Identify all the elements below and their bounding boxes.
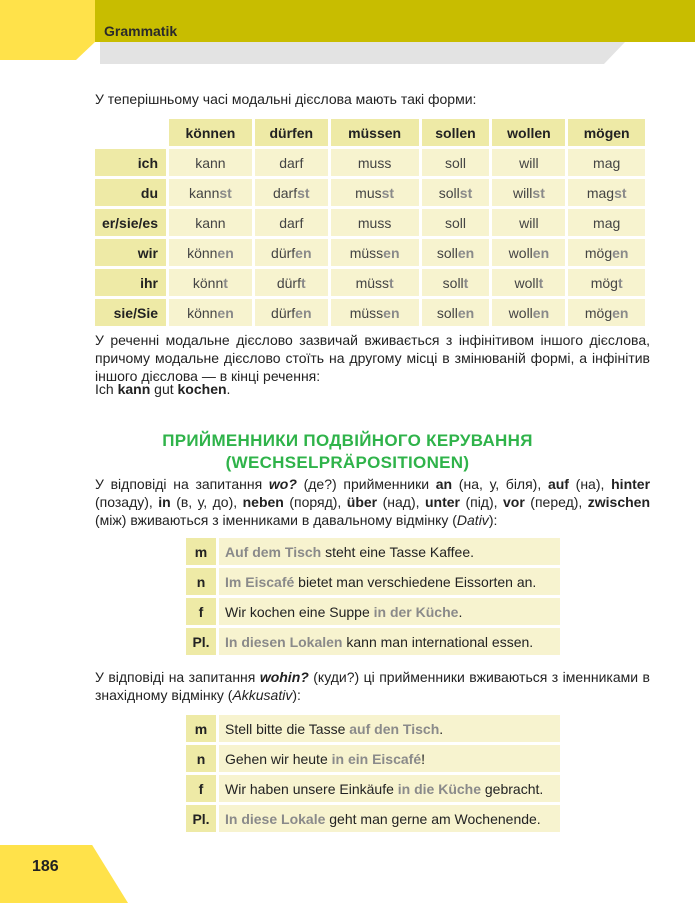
verb-form-cell	[169, 149, 252, 176]
page-number: 186	[32, 858, 59, 875]
example-infinitive: kochen	[177, 381, 227, 397]
corner-cell	[95, 119, 166, 146]
text-segment: ):	[292, 687, 301, 703]
verb-form-cell	[331, 209, 419, 236]
emphasis-segment: in	[158, 494, 171, 510]
text-segment: (де?) прийменники	[296, 476, 436, 492]
example-sentence-cell	[219, 628, 560, 655]
verb-header-2: müssen	[331, 119, 419, 146]
text-segment: (на),	[568, 476, 612, 492]
table-row	[95, 179, 645, 206]
verb-ending: t	[300, 274, 306, 291]
verb-stem: will	[519, 214, 539, 231]
table-row	[186, 568, 560, 595]
verb-ending: en	[295, 244, 312, 261]
verb-form-cell	[568, 149, 645, 176]
verb-ending: en	[217, 304, 234, 321]
verb-header-5: mögen	[568, 119, 645, 146]
emphasis-segment: auf	[547, 476, 569, 492]
preposition-phrase: In diese Lokale	[225, 810, 326, 827]
verb-form-cell	[331, 179, 419, 206]
gender-key-cell: f	[186, 775, 216, 802]
table-row	[186, 628, 560, 655]
paragraph-dativ-rule	[95, 475, 650, 529]
footer-tab	[0, 845, 128, 903]
verb-ending: t	[389, 274, 394, 291]
gender-key-cell: f	[186, 598, 216, 625]
example-sentence-cell	[219, 775, 560, 802]
sentence-part: .	[458, 603, 463, 620]
verb-stem: könn	[192, 274, 224, 291]
verb-stem: woll	[508, 244, 533, 261]
example-sentence-cell	[219, 805, 560, 832]
header-stripe	[100, 42, 625, 64]
preposition-phrase: in ein Eiscafé	[331, 750, 422, 767]
verb-stem: soll	[436, 304, 458, 321]
verb-ending: en	[383, 244, 400, 261]
paragraph-modal-usage: У реченні модальне дієслово зазвичай вживається з інфінітивом іншого дієслова, причому модальне дієслово стоїть на другому місці в змінюваній формі, а інфінітив іншого дієслова — в кінці речення:	[95, 332, 650, 384]
verb-ending: st	[459, 184, 473, 201]
gender-key-cell: n	[186, 745, 216, 772]
example-sentence-cell	[219, 745, 560, 772]
verb-form-cell	[255, 299, 328, 326]
verb-stem: mag	[586, 184, 615, 201]
sentence-part: geht man gerne am Wochenende.	[325, 810, 541, 827]
text-segment: У відповіді на запитання	[95, 669, 260, 685]
text-segment: У відповіді на запитання	[95, 476, 269, 492]
preposition-phrase: in der Küche	[373, 603, 459, 620]
verb-stem: mög	[590, 274, 618, 291]
verb-ending: en	[532, 304, 550, 321]
verb-form-cell	[331, 149, 419, 176]
verb-ending: en	[612, 244, 629, 261]
verb-stem: soll	[445, 214, 467, 231]
dativ-examples-table	[183, 535, 563, 658]
section-subtitle: (WECHSELPRÄPOSITIONEN)	[225, 453, 470, 472]
verb-ending: en	[295, 304, 312, 321]
verb-stem: woll	[508, 304, 533, 321]
verb-form-cell	[492, 179, 565, 206]
text-segment: (перед),	[524, 494, 588, 510]
example-part: gut	[150, 381, 178, 397]
pronoun-cell: du	[95, 179, 166, 206]
text-segment: (під),	[459, 494, 504, 510]
verb-form-cell	[568, 269, 645, 296]
modal-table-header	[95, 119, 645, 146]
verb-header-0: können	[169, 119, 252, 146]
verb-form-cell	[492, 149, 565, 176]
sentence-part: .	[439, 720, 444, 737]
emphasis-segment: zwischen	[587, 494, 651, 510]
verb-form-cell	[422, 269, 490, 296]
verb-form-cell	[255, 269, 328, 296]
emphasis-segment: wohin?	[259, 669, 309, 685]
verb-form-cell	[422, 299, 490, 326]
verb-stem: soll	[445, 154, 467, 171]
verb-stem: kann	[195, 214, 226, 231]
verb-stem: mög	[584, 304, 613, 321]
preposition-phrase: in die Küche	[397, 780, 481, 797]
verb-stem: kann	[189, 184, 220, 201]
emphasis-segment: vor	[503, 494, 525, 510]
sentence-part: Stell bitte die Tasse	[225, 720, 350, 737]
pronoun-cell: ihr	[95, 269, 166, 296]
verb-ending: en	[457, 304, 475, 321]
table-row	[95, 299, 645, 326]
preposition-phrase: In diesen Lokalen	[225, 633, 343, 650]
example-sentence-cell	[219, 538, 560, 565]
preposition-phrase: Im Eiscafé	[225, 573, 295, 590]
verb-form-cell	[568, 299, 645, 326]
emphasis-segment: wo?	[268, 476, 297, 492]
verb-ending: st	[297, 184, 310, 201]
verb-form-cell	[422, 149, 490, 176]
verb-ending: en	[217, 244, 234, 261]
verb-ending: t	[223, 274, 228, 291]
emphasis-segment: Dativ	[456, 512, 489, 528]
verb-header-1: dürfen	[255, 119, 328, 146]
verb-stem: dürf	[271, 244, 296, 261]
verb-form-cell	[568, 209, 645, 236]
verb-stem: mag	[593, 214, 621, 231]
verb-header-4: wollen	[492, 119, 565, 146]
verb-stem: kann	[195, 154, 226, 171]
verb-form-cell	[331, 269, 419, 296]
verb-form-cell	[255, 209, 328, 236]
verb-form-cell	[255, 179, 328, 206]
sentence-part: steht eine Tasse Kaffee.	[321, 543, 475, 560]
verb-form-cell	[568, 239, 645, 266]
intro-text: У теперішньому часі модальні дієслова мають такі форми:	[95, 91, 477, 107]
example-part: .	[226, 381, 231, 397]
verb-ending: en	[383, 304, 400, 321]
verb-form-cell	[169, 209, 252, 236]
verb-form-cell	[255, 239, 328, 266]
table-row	[95, 269, 645, 296]
pronoun-cell: er/sie/es	[95, 209, 166, 236]
verb-ending: t	[617, 274, 623, 291]
example-sentence-cell	[219, 598, 560, 625]
verb-stem: woll	[514, 274, 539, 291]
verb-stem: soll	[438, 184, 460, 201]
gender-key-cell: Pl.	[186, 628, 216, 655]
verb-stem: soll	[436, 244, 458, 261]
text-segment: ):	[488, 512, 498, 528]
sentence-part: !	[421, 750, 425, 767]
sentence-part: bietet man verschiedene Eissorten an.	[294, 573, 537, 590]
verb-stem: mus	[355, 184, 382, 201]
table-row	[186, 598, 560, 625]
verb-form-cell	[492, 239, 565, 266]
verb-stem: dürf	[276, 274, 301, 291]
example-sentence-cell	[219, 568, 560, 595]
pronoun-cell: wir	[95, 239, 166, 266]
verb-form-cell	[255, 149, 328, 176]
verb-form-cell	[492, 209, 565, 236]
verb-form-cell	[492, 299, 565, 326]
table-row	[95, 209, 645, 236]
verb-stem: will	[512, 184, 533, 201]
verb-stem: darf	[279, 214, 304, 231]
verb-form-cell	[422, 239, 490, 266]
gender-key-cell: m	[186, 538, 216, 565]
header-title: Grammatik	[104, 23, 178, 39]
gender-key-cell: n	[186, 568, 216, 595]
sentence-part: kann man international essen.	[342, 633, 534, 650]
verb-ending: en	[612, 304, 629, 321]
example-modal-verb: kann	[117, 381, 151, 397]
verb-header-3: sollen	[422, 119, 490, 146]
verb-stem: muss	[357, 214, 392, 231]
verb-stem: soll	[442, 274, 464, 291]
paragraph-akkusativ-rule	[95, 668, 650, 704]
table-row	[186, 538, 560, 565]
verb-stem: dürf	[271, 304, 296, 321]
gender-key-cell: Pl.	[186, 805, 216, 832]
verb-form-cell	[568, 179, 645, 206]
verb-form-cell	[169, 239, 252, 266]
table-row	[95, 149, 645, 176]
pronoun-cell: ich	[95, 149, 166, 176]
verb-stem: müss	[355, 274, 390, 291]
sentence-part: Wir kochen eine Suppe	[225, 603, 374, 620]
preposition-phrase: auf den Tisch	[349, 720, 440, 737]
akkusativ-examples-table	[183, 712, 563, 835]
verb-stem: muss	[357, 154, 392, 171]
section-title: ПРИЙМЕННИКИ ПОДВІЙНОГО КЕРУВАННЯ	[162, 431, 533, 450]
emphasis-segment: an	[435, 476, 453, 492]
text-segment: (в, у, до),	[170, 494, 243, 510]
verb-stem: müss	[349, 244, 384, 261]
modal-verbs-table	[92, 116, 648, 329]
text-segment: (куди?) ці прийменники вживаються з іменниками в знахідному відмінку (	[95, 669, 650, 703]
emphasis-segment: über	[346, 494, 378, 510]
table-row	[186, 775, 560, 802]
verb-form-cell	[331, 299, 419, 326]
sentence-part: gebracht.	[481, 780, 544, 797]
verb-ending: st	[532, 184, 545, 201]
table-row	[186, 715, 560, 742]
verb-ending: en	[532, 244, 550, 261]
preposition-phrase: Auf dem Tisch	[225, 543, 322, 560]
header-tab	[0, 0, 95, 60]
verb-ending: st	[381, 184, 395, 201]
sentence-part: Wir haben unsere Einkäufe	[225, 780, 398, 797]
emphasis-segment: unter	[424, 494, 460, 510]
verb-ending: t	[463, 274, 469, 291]
verb-stem: mög	[584, 244, 613, 261]
verb-ending: t	[538, 274, 544, 291]
verb-ending: st	[219, 184, 232, 201]
table-row	[186, 745, 560, 772]
verb-stem: könn	[187, 244, 218, 261]
emphasis-segment: hinter	[611, 476, 651, 492]
gender-key-cell: m	[186, 715, 216, 742]
verb-ending: en	[457, 244, 475, 261]
verb-form-cell	[169, 299, 252, 326]
verb-ending: st	[614, 184, 627, 201]
emphasis-segment: neben	[242, 494, 284, 510]
text-segment: (між) вживаються з іменниками в давальному відмінку (	[95, 512, 457, 528]
verb-stem: müss	[349, 304, 384, 321]
verb-stem: könn	[187, 304, 218, 321]
emphasis-segment: Akkusativ	[232, 687, 293, 703]
verb-form-cell	[169, 269, 252, 296]
verb-form-cell	[169, 179, 252, 206]
text-segment: (поряд),	[283, 494, 347, 510]
text-segment: (на, у, біля),	[452, 476, 548, 492]
example-sentence	[95, 381, 230, 397]
verb-stem: darf	[272, 184, 298, 201]
verb-form-cell	[492, 269, 565, 296]
sentence-part: Gehen wir heute	[225, 750, 332, 767]
verb-form-cell	[422, 179, 490, 206]
example-part: Ich	[95, 381, 118, 397]
verb-stem: will	[519, 154, 539, 171]
pronoun-cell: sie/Sie	[95, 299, 166, 326]
example-sentence-cell	[219, 715, 560, 742]
text-segment: (над),	[377, 494, 425, 510]
text-segment: (позаду),	[95, 494, 159, 510]
verb-form-cell	[422, 209, 490, 236]
table-row	[95, 239, 645, 266]
verb-stem: darf	[279, 154, 304, 171]
verb-form-cell	[331, 239, 419, 266]
verb-stem: mag	[593, 154, 621, 171]
table-row	[186, 805, 560, 832]
